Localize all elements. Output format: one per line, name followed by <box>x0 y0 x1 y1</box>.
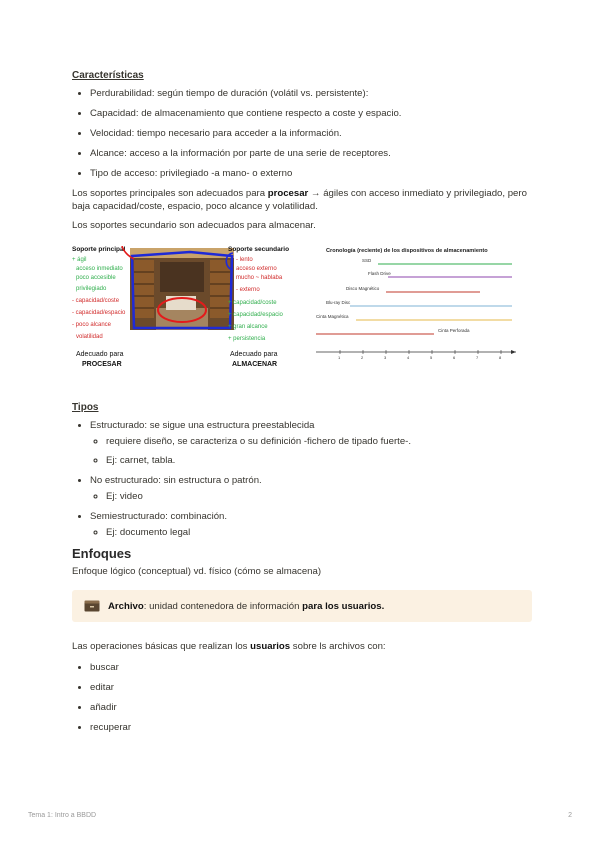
storage-figure <box>72 246 532 380</box>
bold-text: procesar <box>267 188 309 199</box>
timeline-label: Cinta Perforada <box>438 328 470 333</box>
figure-left-item: + ágil <box>72 257 87 263</box>
page-footer <box>28 812 572 819</box>
library-photo <box>130 248 234 330</box>
figure-left-caption: Adecuado para <box>76 351 124 358</box>
figure-right-caption: Adecuado para <box>230 351 278 358</box>
sub-list-item: ◦ Ej: carnet, tabla. <box>106 454 532 467</box>
timeline-chart <box>316 254 516 360</box>
page-number: 2 <box>568 812 572 819</box>
timeline-label: Blu-ray Disc <box>326 300 351 305</box>
figure-left-item: - poco alcance <box>72 322 112 328</box>
page-content <box>72 70 532 741</box>
timeline-tick-label: 6 <box>453 355 456 360</box>
paragraph-procesar <box>72 187 532 213</box>
text: Los soportes principales son adecuados para <box>72 188 268 199</box>
timeline-tick-label: 8 <box>499 355 502 360</box>
sub-list-item: ◦ Ej: video <box>106 490 532 503</box>
heading-enfoques: Enfoques <box>72 546 132 561</box>
figure-right-item: + capacidad/coste <box>228 300 277 306</box>
text: No estructurado: sin estructura o patrón. <box>90 475 262 486</box>
tipos-list <box>72 419 532 539</box>
figure-right-list <box>228 256 300 345</box>
figure-right-item: mucho ~ hablaba <box>236 275 283 281</box>
red-arrow-icon <box>120 246 138 260</box>
figure-right-item: + capacidad/espacio <box>228 312 283 318</box>
timeline-label: Cinta Magnética <box>316 314 349 319</box>
bold-text: Archivo <box>108 600 144 612</box>
sub-list-item: ◦ requiere diseño, se caracteriza o su definición -fichero de tipado fuerte-. <box>106 435 532 448</box>
text: Semiestructurado: combinación. <box>90 511 228 522</box>
timeline-label: Disco Magnético <box>346 286 380 291</box>
list-item <box>90 510 532 539</box>
sub-list <box>90 435 532 467</box>
caracteristicas-list <box>72 87 532 180</box>
operaciones-list <box>72 661 532 734</box>
figure-left-item: - capacidad/coste <box>72 298 120 304</box>
timeline-tick-label: 7 <box>476 355 479 360</box>
figure-right-caption-strong: ALMACENAR <box>232 361 278 368</box>
bold-text: usuarios <box>250 641 291 652</box>
list-item: • editar <box>90 681 532 694</box>
text: Estructurado: se sigue una estructura preestablecida <box>90 420 315 431</box>
timeline-tick-label: 3 <box>384 355 387 360</box>
section-title-tipos: Tipos <box>72 402 99 413</box>
figure-left-item: poco accesible <box>76 275 116 281</box>
sub-list <box>90 490 532 503</box>
figure-left-item: volatilidad <box>76 334 103 340</box>
sub-list-item: ◦ Ej: documento legal <box>106 526 532 539</box>
sub-list <box>90 526 532 539</box>
callout-text <box>108 601 384 612</box>
figure-left-item: acceso inmediato <box>76 266 123 272</box>
timeline-tick-label: 5 <box>430 355 433 360</box>
list-item: • Alcance: acceso a la información por parte de una serie de receptores. <box>90 147 532 160</box>
figure-right-title: Soporte secundario <box>228 246 290 253</box>
timeline-tick-label: 1 <box>338 355 341 360</box>
list-item: • Capacidad: de almacenamiento que contiene respecto a coste y espacio. <box>90 107 532 120</box>
paragraph-almacenar: Los soportes secundario son adecuados para almacenar. <box>72 220 316 231</box>
list-item: • buscar <box>90 661 532 674</box>
figure-right-item: - lento <box>236 257 253 263</box>
text: : unidad contenedora de información <box>143 600 303 612</box>
timeline-tick-label: 4 <box>407 355 410 360</box>
timeline-title: Cronología (reciente) de los dispositivos de almacenamiento <box>326 248 488 254</box>
timeline-tick-label: 2 <box>361 355 364 360</box>
list-item <box>90 419 532 467</box>
figure-left-caption-strong: PROCESAR <box>82 361 122 368</box>
figure-right-item: - externo <box>236 287 260 293</box>
figure-left-item: privilegiado <box>76 286 107 292</box>
footer-title: Tema 1: Intro a BBDD <box>28 812 97 819</box>
paragraph-enfoques: Enfoque lógico (conceptual) vd. físico (cómo se almacena) <box>72 566 322 577</box>
paragraph-operaciones <box>72 640 532 653</box>
list-item <box>90 474 532 503</box>
file-cabinet-icon <box>84 600 100 612</box>
timeline-label: SSD <box>362 258 372 263</box>
text: Las operaciones básicas que realizan los <box>72 641 251 652</box>
blue-bracket-icon <box>222 252 234 272</box>
list-item: • recuperar <box>90 721 532 734</box>
list-item: • añadir <box>90 701 532 714</box>
list-item: • Perdurabilidad: según tiempo de duración (volátil vs. persistente): <box>90 87 532 100</box>
timeline-label: Flash Drive <box>368 271 391 276</box>
bold-text: para los usuarios. <box>302 600 385 612</box>
callout-archivo <box>72 590 532 622</box>
text: → ágiles con acceso inmediato y privilegiado, pero baja capacidad/coste, espacio, poco alcance y volatilidad. <box>72 188 527 212</box>
figure-right-item: + persistencia <box>228 336 266 342</box>
figure-left-item: - capacidad/espacio <box>72 310 126 316</box>
figure-left-list <box>72 256 130 343</box>
list-item: • Velocidad: tiempo necesario para acceder a la información. <box>90 127 532 140</box>
list-item: • Tipo de acceso: privilegiado -a mano- o externo <box>90 167 532 180</box>
figure-right-item: acceso externo <box>236 266 277 272</box>
section-title-caracteristicas: Características <box>72 70 144 81</box>
figure-right-item: + gran alcance <box>228 324 268 330</box>
figure-left-title: Soporte principal <box>72 246 126 253</box>
text: sobre ls archivos con: <box>290 641 386 652</box>
